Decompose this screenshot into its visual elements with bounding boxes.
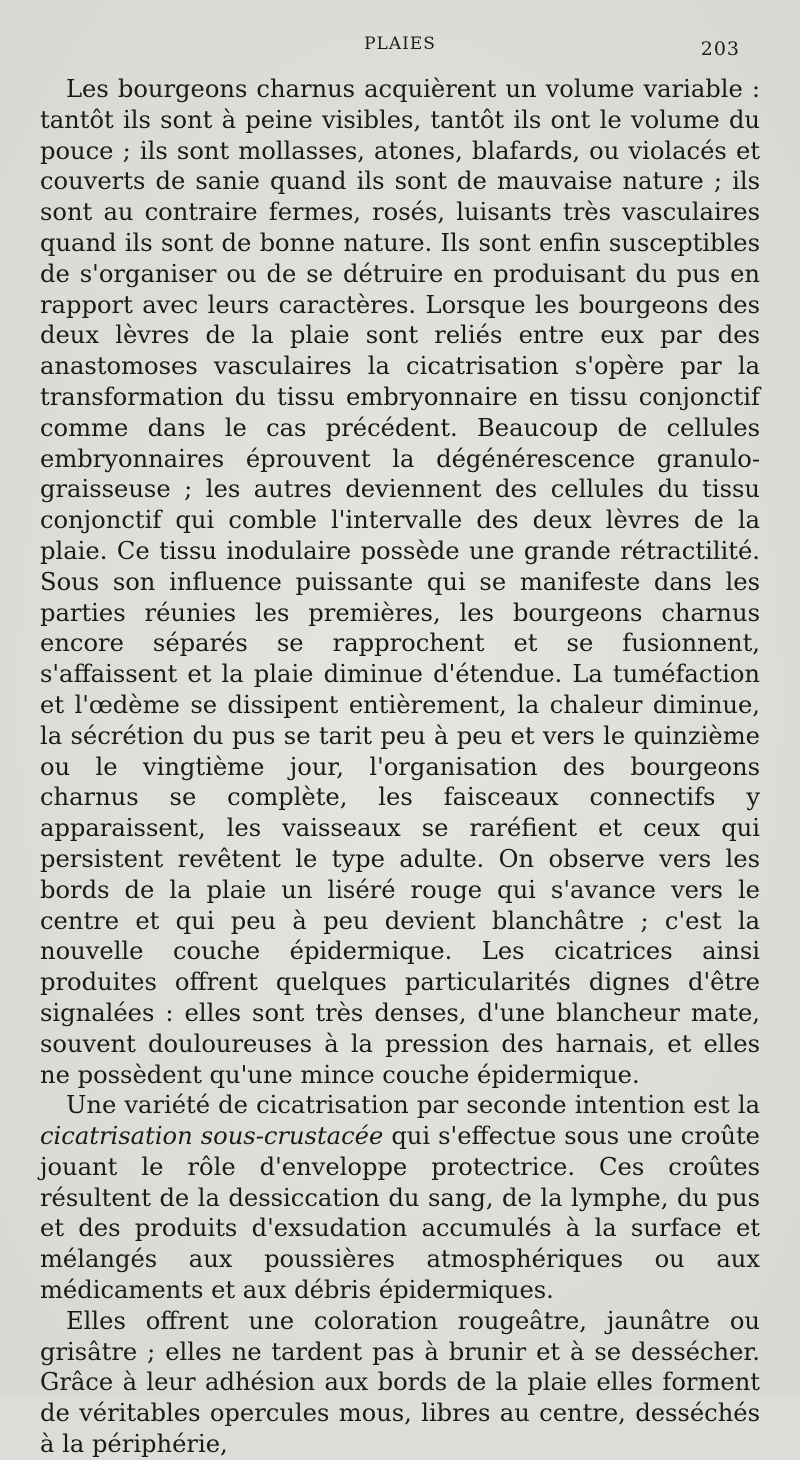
page-number: 203 (700, 38, 740, 60)
running-head (40, 34, 760, 64)
paragraph-3: Elles offrent une coloration rougeâtre, jaunâtre ou grisâtre ; elles ne tardent pas à brunir et à se dessécher. Grâce à leur adhésion aux bords de la plaie elles forment de véritables opercules mous, libres au centre, desséchés à la périphérie, (40, 1306, 760, 1459)
paragraph-2-start: Une variété de cicatrisation par seconde intention est la (66, 1091, 760, 1120)
italic-term: cicatrisation sous-crustacée (40, 1122, 384, 1151)
paragraph-2 (40, 1090, 760, 1306)
paragraph-1: Les bourgeons charnus acquièrent un volume variable : tantôt ils sont à peine visibles, tantôt ils ont le volume du pouce ; ils sont mollasses, atones, blafards, ou violacés et couverts de sanie quand ils sont de mauvaise nature ; ils sont au contraire fermes, rosés, luisants très vasculaires quand ils sont de bonne nature. Ils sont enfin susceptibles de s'organiser ou de se détruire en produisant du pus en rapport avec leurs caractères. Lorsque les bourgeons des deux lèvres de la plaie sont reliés entre eux par des anastomoses vasculaires la cicatrisation s'opère par la transformation du tissu embryonnaire en tissu conjonctif comme dans le cas précédent. Beaucoup de cellules embryonnaires éprouvent la dégénérescence granulo-graisseuse ; les autres deviennent des cellules du tissu conjonctif qui comble l'intervalle des deux lèvres de la plaie. Ce tissu inodulaire possède une grande rétractilité. Sous son influence puissante qui se manifeste dans les parties réunies les premières, les bourgeons charnus encore séparés se rapprochent et se fusionnent, s'affaissent et la plaie diminue d'étendue. La tuméfaction et l'œdème se dissipent entièrement, la chaleur diminue, la sécrétion du pus se tarit peu à peu et vers le quinzième ou le vingtième jour, l'organisation des bourgeons charnus se complète, les faisceaux connectifs y apparaissent, les vaisseaux se raréfient et ceux qui persistent revêtent le type adulte. On observe vers les bords de la plaie un liséré rouge qui s'avance vers le centre et qui peu à peu devient blanchâtre ; c'est la nouvelle couche épidermique. Les cicatrices ainsi produites offrent quelques particularités dignes d'être signalées : elles sont très denses, d'une blancheur mate, souvent douloureuses à la pression des harnais, et elles ne possèdent qu'une mince couche épidermique. (40, 75, 760, 1089)
running-title: PLAIES (364, 34, 436, 54)
paragraph-2-end: qui s'effectue sous une croûte jouant le rôle d'enveloppe protectrice. Ces croûtes résultent de la dessiccation du sang, de la lymphe, du pus et des produits d'exsudation accumulés à la surface et mélangés aux poussières atmosphériques ou aux médicaments et aux débris épidermiques. (40, 1122, 760, 1305)
